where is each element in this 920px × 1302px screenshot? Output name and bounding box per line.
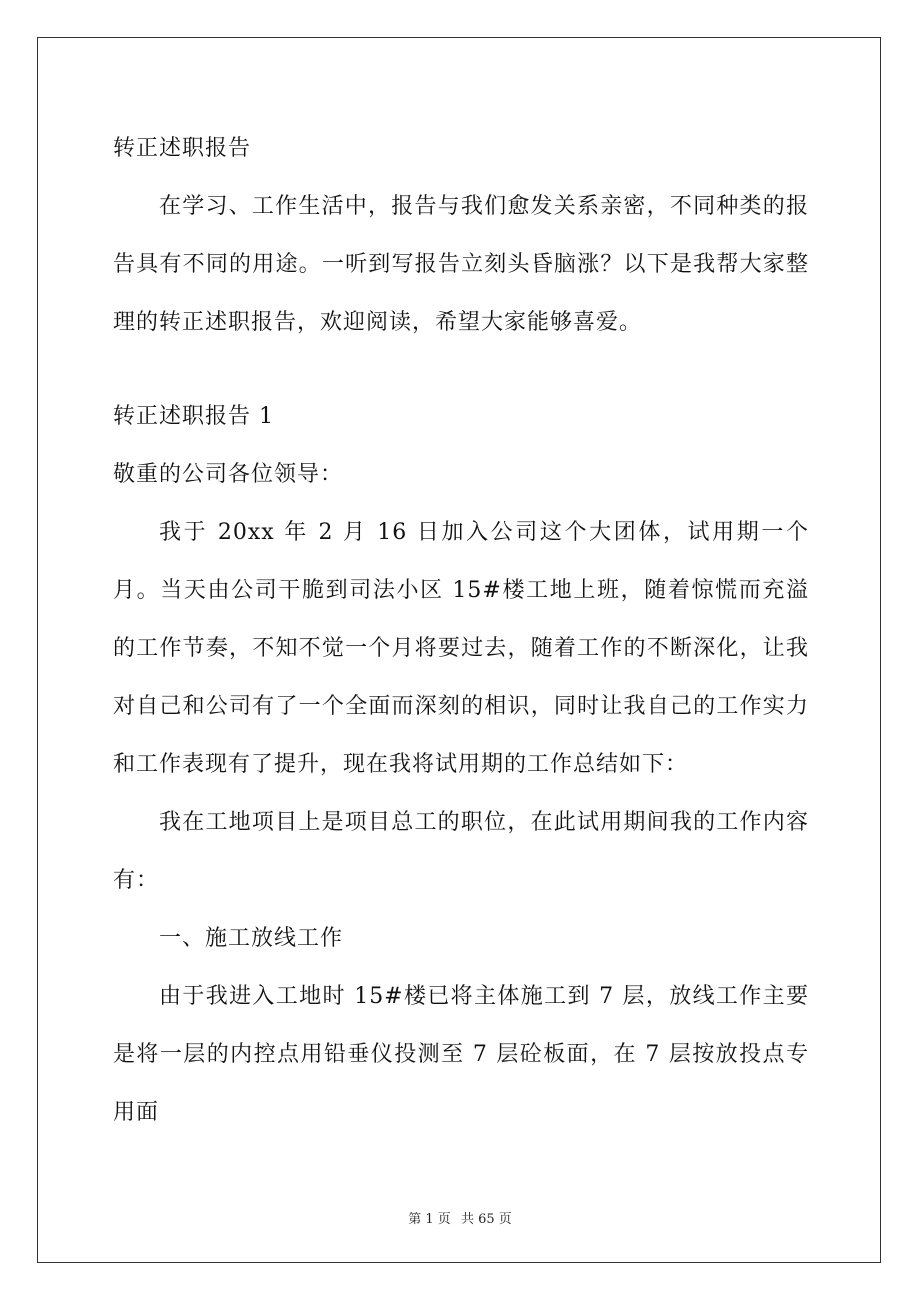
document-title: 转正述职报告	[113, 136, 252, 161]
page-number: 第 1 页	[408, 1212, 451, 1227]
intro-paragraph: 在学习、工作生活中，报告与我们愈发关系亲密，不同种类的报告具有不同的用途。一听到写报告立刻头昏脑涨？以下是我帮大家整理的转正述职报告，欢迎阅读，希望大家能够喜爱。	[113, 194, 809, 335]
paragraph-1: 我于 20xx 年 2 月 16 日加入公司这个大团体，试用期一个月。当天由公司干脆到司法小区 15#楼工地上班，随着惊慌而充溢的工作节奏，不知不觉一个月将要过去，随着工作的不断深化，让我对自己和公司有了一个全面而深刻的相识，同时让我自己的工作实力和工作表现有了提升，现在我将试用期的工作总结如下：	[113, 520, 809, 777]
paragraph-3: 由于我进入工地时 15#楼已将主体施工到 7 层，放线工作主要是将一层的内控点用铅垂仪投测至 7 层砼板面，在 7 层按放投点专用面	[113, 984, 809, 1125]
salutation: 敬重的公司各位领导：	[113, 462, 344, 487]
page-total: 共 65 页	[460, 1212, 512, 1227]
spacer	[113, 352, 809, 388]
paragraph-2: 我在工地项目上是项目总工的职位，在此试用期间我的工作内容有：	[113, 810, 809, 893]
heading-1: 一、施工放线工作	[159, 926, 344, 951]
document-body	[113, 120, 809, 1142]
page-footer	[0, 1208, 920, 1227]
section-title: 转正述职报告 1	[113, 404, 274, 429]
